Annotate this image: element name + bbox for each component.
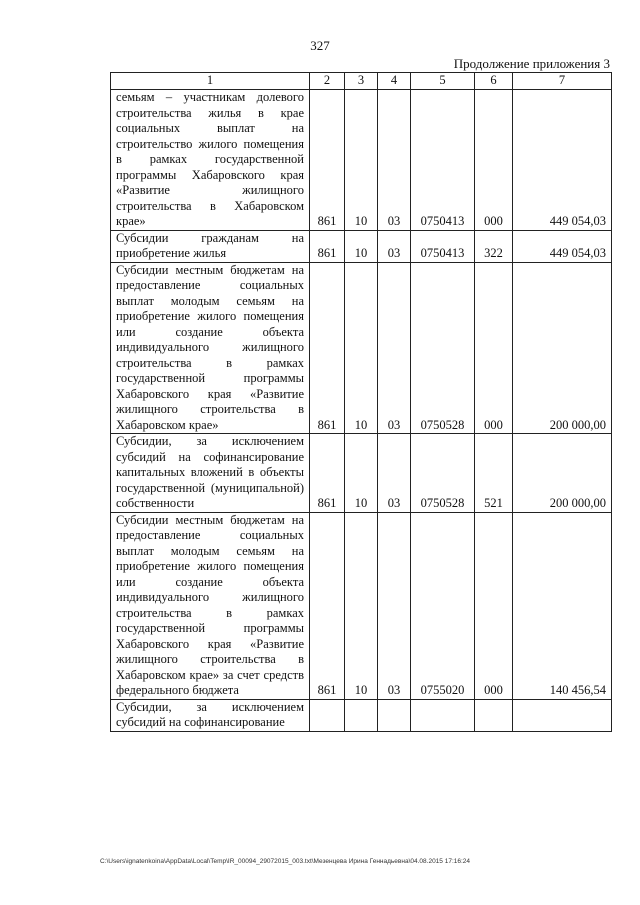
appendix-continuation-label: Продолжение приложения 3 xyxy=(453,56,610,71)
cell-target-article: 0750413 xyxy=(411,230,475,262)
cell-section: 10 xyxy=(345,230,378,262)
cell-subsection: 03 xyxy=(378,434,411,513)
cell-subsection: 03 xyxy=(378,512,411,699)
row-description: Субсидии гражданам на приобретение жилья xyxy=(111,230,310,262)
cell-target-article: 0750528 xyxy=(411,434,475,513)
cell-section: 10 xyxy=(345,90,378,231)
column-header: 2 xyxy=(310,73,345,90)
cell-amount: 449 054,03 xyxy=(513,230,612,262)
cell-amount: 140 456,54 xyxy=(513,512,612,699)
cell-expense-type: 000 xyxy=(475,90,513,231)
page-number: 327 xyxy=(310,38,330,53)
table-row xyxy=(111,230,612,262)
table-row xyxy=(111,699,612,731)
table-row xyxy=(111,262,612,434)
cell-subsection: 03 xyxy=(378,262,411,434)
cell-ministry-code: 861 xyxy=(310,434,345,513)
cell-amount: 200 000,00 xyxy=(513,262,612,434)
row-description: Субсидии, за исключением субсидий на софинансирование капитальных вложений в объекты государственной (муниципальной) собственности xyxy=(111,434,310,513)
column-header: 3 xyxy=(345,73,378,90)
cell-amount: 200 000,00 xyxy=(513,434,612,513)
cell-expense-type: 521 xyxy=(475,434,513,513)
cell-amount: 449 054,03 xyxy=(513,90,612,231)
cell-target-article: 0750528 xyxy=(411,262,475,434)
cell-subsection xyxy=(378,699,411,731)
column-header: 4 xyxy=(378,73,411,90)
cell-section xyxy=(345,699,378,731)
cell-ministry-code xyxy=(310,699,345,731)
cell-section: 10 xyxy=(345,262,378,434)
row-description: семьям – участникам долевого строительства жилья в крае социальных выплат на строительство жилого помещения в рамках государственной программы Хабаровского края «Развитие жилищного строительства в Хабаровском крае» xyxy=(111,90,310,231)
cell-amount xyxy=(513,699,612,731)
budget-table xyxy=(110,72,612,732)
cell-expense-type xyxy=(475,699,513,731)
cell-expense-type: 000 xyxy=(475,262,513,434)
row-description: Субсидии местным бюджетам на предоставление социальных выплат молодым семьям на приобретение жилого помещения или создание объекта индивидуального жилищного строительства в рамках государственной программы Хабаровского края «Развитие жилищного строительства в Хабаровском крае» xyxy=(111,262,310,434)
column-header: 6 xyxy=(475,73,513,90)
cell-target-article: 0755020 xyxy=(411,512,475,699)
cell-ministry-code: 861 xyxy=(310,262,345,434)
cell-section: 10 xyxy=(345,512,378,699)
table-row xyxy=(111,512,612,699)
row-description: Субсидии местным бюджетам на предоставление социальных выплат молодым семьям на приобретение жилого помещения или создание объекта индивидуального жилищного строительства в рамках государственной программы Хабаровского края «Развитие жилищного строительства в Хабаровском крае» за счет средств федерального бюджета xyxy=(111,512,310,699)
file-path-footer: C:\Users\ignatenkoina\AppData\Local\Temp\IR_00094_29072015_003.txt\Мезенцева Ирина Геннадьевна\04.08.2015 17:16:24 xyxy=(100,858,471,865)
row-description: Субсидии, за исключением субсидий на софинансирование xyxy=(111,699,310,731)
column-header: 7 xyxy=(513,73,612,90)
cell-ministry-code: 861 xyxy=(310,512,345,699)
cell-expense-type: 322 xyxy=(475,230,513,262)
table-row xyxy=(111,434,612,513)
column-header: 5 xyxy=(411,73,475,90)
cell-target-article: 0750413 xyxy=(411,90,475,231)
cell-ministry-code: 861 xyxy=(310,90,345,231)
cell-expense-type: 000 xyxy=(475,512,513,699)
cell-section: 10 xyxy=(345,434,378,513)
cell-subsection: 03 xyxy=(378,230,411,262)
cell-ministry-code: 861 xyxy=(310,230,345,262)
table-row xyxy=(111,90,612,231)
cell-subsection: 03 xyxy=(378,90,411,231)
cell-target-article xyxy=(411,699,475,731)
column-header: 1 xyxy=(111,73,310,90)
table-header-row xyxy=(111,73,612,90)
